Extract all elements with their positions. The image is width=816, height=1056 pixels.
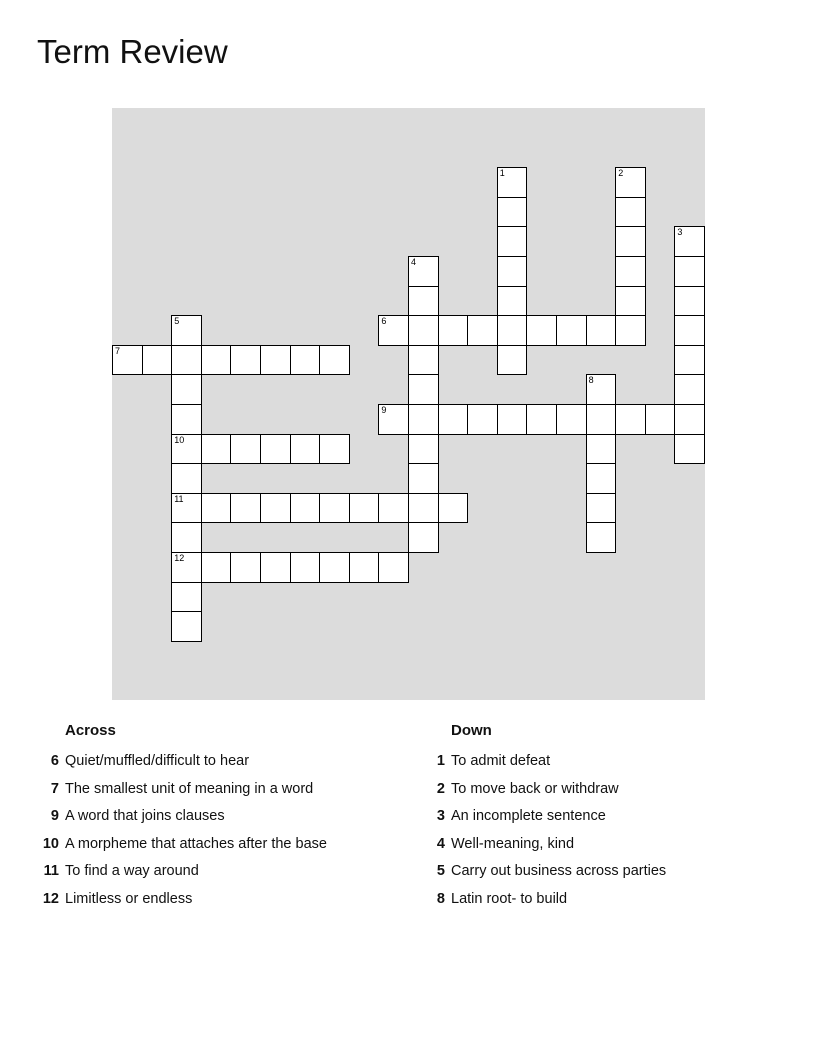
grid-cell[interactable] [171,315,202,346]
grid-cell[interactable] [260,552,291,583]
grid-cell[interactable] [408,404,439,435]
grid-cell[interactable] [408,345,439,376]
grid-cell[interactable] [260,345,291,376]
grid-cell[interactable] [615,286,646,317]
clue-number: 3 [436,808,445,824]
page-title: Term Review [37,33,228,70]
grid-cell[interactable] [615,197,646,228]
across-clue [30,835,390,863]
grid-cell[interactable] [586,463,617,494]
clue-text: Carry out business across parties [451,863,667,879]
grid-cell[interactable] [171,552,202,583]
clue-text: Limitless or endless [65,890,193,907]
down-clue [416,807,796,835]
grid-cell[interactable] [378,315,409,346]
grid-cell[interactable] [526,315,557,346]
down-clues [416,720,796,917]
grid-cell[interactable] [319,345,350,376]
grid-cell[interactable] [497,315,528,346]
grid-cell[interactable] [674,345,705,376]
grid-cell[interactable] [290,552,321,583]
grid-cell[interactable] [674,434,705,465]
clue-number: 6 [50,753,59,769]
grid-cell[interactable] [408,493,439,524]
grid-cell[interactable] [674,226,705,257]
grid-cell[interactable] [201,345,232,376]
grid-cell[interactable] [438,404,469,435]
grid-cell[interactable] [171,345,202,376]
grid-cell[interactable] [171,404,202,435]
grid-cell[interactable] [497,286,528,317]
grid-cell[interactable] [319,552,350,583]
across-clue [30,780,390,808]
clue-number: 2 [618,168,624,179]
grid-cell[interactable] [408,256,439,287]
grid-cell[interactable] [497,404,528,435]
grid-cell[interactable] [290,434,321,465]
grid-cell[interactable] [319,493,350,524]
grid-cell[interactable] [438,315,469,346]
grid-cell[interactable] [290,345,321,376]
grid-cell[interactable] [201,493,232,524]
grid-cell[interactable] [674,404,705,435]
grid-cell[interactable] [526,404,557,435]
clue-text: A morpheme that attaches after the base [65,835,327,852]
grid-cell[interactable] [615,404,646,435]
grid-cell[interactable] [586,522,617,553]
grid-cell[interactable] [171,611,202,642]
grid-cell[interactable] [230,493,261,524]
clue-text: Quiet/muffled/difficult to hear [65,753,250,769]
grid-cell[interactable] [408,286,439,317]
grid-cell[interactable] [556,404,587,435]
clue-number: 7 [50,780,59,797]
grid-cell[interactable] [497,197,528,228]
grid-cell[interactable] [171,522,202,553]
clue-number: 8 [588,375,594,386]
grid-cell[interactable] [497,345,528,376]
clue-text: A word that joins clauses [65,808,225,824]
grid-cell[interactable] [378,552,409,583]
grid-cell[interactable] [260,493,291,524]
clue-number: 9 [381,405,387,415]
grid-cell[interactable] [645,404,676,435]
across-heading: Across [65,722,116,739]
grid-cell[interactable] [112,345,143,376]
grid-cell[interactable] [438,493,469,524]
clue-number: 3 [677,227,683,238]
grid-cell[interactable] [497,226,528,257]
across-clue [30,807,390,835]
clue-number: 9 [50,808,59,824]
grid-cell[interactable] [674,256,705,287]
clue-number: 12 [174,553,185,563]
grid-cell[interactable] [615,256,646,287]
clue-number: 5 [436,863,445,879]
clue-number: 6 [381,316,387,327]
across-clues [30,720,390,917]
grid-cell[interactable] [349,493,380,524]
grid-cell[interactable] [260,434,291,465]
clue-text: To find a way around [65,863,199,879]
grid-cell[interactable] [615,167,646,198]
grid-cell[interactable] [586,434,617,465]
down-clue [416,862,796,890]
clue-number: 10 [42,835,59,852]
down-clue [416,780,796,808]
grid-cell[interactable] [586,404,617,435]
clue-text: To admit defeat [451,753,551,769]
clue-number: 2 [436,780,445,797]
across-clue-list [30,752,390,917]
across-clue [30,890,390,918]
grid-cell[interactable] [467,315,498,346]
clue-text: The smallest unit of meaning in a word [65,780,314,797]
clue-text: Well-meaning, kind [451,835,575,852]
grid-cell[interactable] [142,345,173,376]
grid-cell[interactable] [290,493,321,524]
grid-cell[interactable] [497,167,528,198]
grid-cell[interactable] [171,374,202,405]
grid-cell[interactable] [586,493,617,524]
grid-cell[interactable] [230,345,261,376]
clue-number: 5 [174,316,180,327]
grid-cell[interactable] [230,552,261,583]
grid-cell[interactable] [674,315,705,346]
clue-number: 11 [43,863,59,879]
grid-cell[interactable] [171,463,202,494]
grid-cell[interactable] [349,552,380,583]
clue-number: 7 [115,345,121,356]
grid-cell[interactable] [556,315,587,346]
clue-number: 1 [436,753,445,769]
grid-cell[interactable] [586,374,617,405]
down-clue [416,752,796,780]
clue-number: 4 [411,257,417,267]
clue-text: To move back or withdraw [451,780,619,797]
clue-number: 4 [436,835,445,852]
grid-cell[interactable] [378,404,409,435]
grid-cell[interactable] [319,434,350,465]
grid-cell[interactable] [171,582,202,613]
clue-number: 12 [42,890,59,907]
grid-cell[interactable] [171,434,202,465]
grid-cell[interactable] [408,463,439,494]
down-clue-list [416,752,796,917]
clue-number: 11 [174,493,184,504]
grid-cell[interactable] [171,493,202,524]
crossword-grid [112,108,705,700]
grid-cell[interactable] [615,226,646,257]
grid-cell[interactable] [497,256,528,287]
across-clue [30,862,390,890]
down-clue [416,835,796,863]
grid-cell[interactable] [408,374,439,405]
clue-text: Latin root- to build [451,890,568,907]
grid-cell[interactable] [408,315,439,346]
grid-cell[interactable] [615,315,646,346]
down-clue [416,890,796,918]
clue-text: An incomplete sentence [451,808,606,824]
grid-cell[interactable] [230,434,261,465]
grid-cell[interactable] [467,404,498,435]
across-clue [30,752,390,780]
clue-number: 1 [499,168,505,179]
grid-cell[interactable] [378,493,409,524]
grid-cell[interactable] [201,434,232,465]
grid-cell[interactable] [201,552,232,583]
grid-cell[interactable] [674,374,705,405]
down-heading: Down [451,722,492,739]
grid-cell[interactable] [674,286,705,317]
grid-cell[interactable] [408,522,439,553]
grid-cell[interactable] [586,315,617,346]
clue-number: 8 [436,890,445,907]
grid-cell[interactable] [408,434,439,465]
clue-number: 10 [174,434,185,445]
